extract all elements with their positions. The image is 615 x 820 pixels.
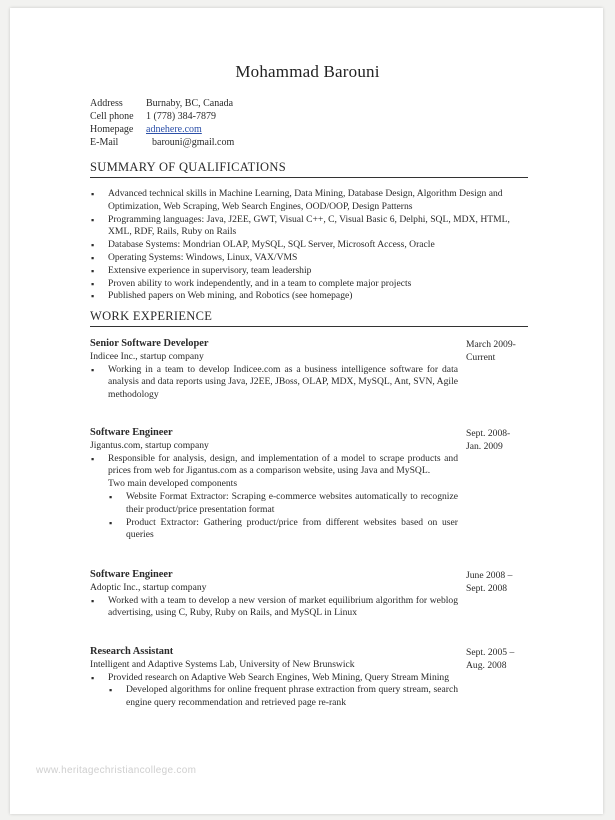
list-item: ▪ Worked with a team to develop a new version of market equilibrium algorithm for weblog advertising, using C, Ruby, Ruby on Rails, and MySQL in Linux [90, 595, 458, 621]
job-dates [466, 646, 536, 672]
job-title: Software Engineer [90, 569, 173, 580]
job-body [90, 338, 458, 402]
list-item: ▪ Responsible for analysis, design, and implementation of a model to scrape products and prices from web for Jigantus.com as a comparison website, using Java and MySQL. [90, 453, 458, 479]
list-item: ▪ Developed algorithms for online frequent phrase extraction from query stream, search engine query recommendation and retrieved page re-rank [108, 684, 458, 710]
job-duties [90, 364, 458, 402]
job-note: Two main developed components [108, 478, 238, 490]
email-value: barouni@gmail.com [152, 137, 235, 148]
summary-list [90, 188, 530, 303]
job-date-end: Sept. 2008 [466, 583, 508, 594]
job-title: Research Assistant [90, 646, 174, 657]
address-label: Address [90, 98, 123, 109]
job-body [90, 427, 458, 542]
job-dates [466, 427, 536, 453]
work-heading: WORK EXPERIENCE [90, 309, 528, 327]
job-duties [90, 595, 458, 621]
list-item: ▪ Proven ability to work independently, and in a team to complete major projects [90, 278, 530, 291]
job-software-engineer-jigantus [90, 427, 540, 542]
list-item: ▪ Programming languages: Java, J2EE, GWT, Visual C++, C, Visual Basic 6, Delphi, SQL, MDX, HTML, XML, RDF, Rails, Ruby on Rails [90, 214, 530, 240]
job-title: Software Engineer [90, 427, 173, 438]
contact-phone-row [90, 110, 234, 123]
job-software-engineer-adoptic [90, 569, 540, 620]
list-item: ▪ Website Format Extractor: Scraping e-commerce websites automatically to recognize their product/price presentation format [108, 491, 458, 517]
job-duties [90, 453, 458, 479]
list-item: ▪ Published papers on Web mining, and Robotics (see homepage) [90, 290, 530, 303]
summary-heading: SUMMARY OF QUALIFICATIONS [90, 160, 528, 178]
job-date-end: Current [466, 352, 496, 363]
job-date-start: March 2009- [466, 339, 516, 350]
list-item: ▪ Extensive experience in supervisory, team leadership [90, 265, 530, 278]
job-subduties [108, 684, 458, 710]
address-value: Burnaby, BC, Canada [146, 98, 234, 109]
contact-block [90, 97, 234, 149]
list-item: ▪ Database Systems: Mondrian OLAP, MySQL, SQL Server, Microsoft Access, Oracle [90, 239, 530, 252]
job-senior-software-developer [90, 338, 540, 402]
job-date-start: Sept. 2005 – [466, 647, 515, 658]
job-date-start: Sept. 2008- [466, 428, 511, 439]
job-title: Senior Software Developer [90, 338, 209, 349]
job-research-assistant [90, 646, 540, 710]
list-item: ▪ Working in a team to develop Indicee.com as a business intelligence software for data analysis and data reports using Java, J2EE, JBoss, OLAP, MDX, MySQL, Ant, SVN, Agile methodology [90, 364, 458, 402]
phone-value: 1 (778) 384-7879 [146, 111, 216, 122]
job-body [90, 646, 458, 710]
list-item: ▪ Operating Systems: Windows, Linux, VAX/VMS [90, 252, 530, 265]
job-date-end: Aug. 2008 [466, 660, 507, 671]
resume-name: Mohammad Barouni [235, 62, 380, 81]
homepage-link[interactable]: adnehere.com [146, 124, 202, 135]
homepage-label: Homepage [90, 124, 134, 135]
phone-label: Cell phone [90, 111, 134, 122]
job-date-end: Jan. 2009 [466, 441, 503, 452]
contact-email-row [90, 136, 234, 149]
job-date-start: June 2008 – [466, 570, 513, 581]
job-duties [90, 672, 458, 685]
contact-address-row [90, 97, 234, 110]
list-item: ▪ Provided research on Adaptive Web Search Engines, Web Mining, Query Stream Mining [90, 672, 458, 685]
job-company: Adoptic Inc., startup company [90, 581, 207, 593]
job-body [90, 569, 458, 620]
job-dates [466, 338, 536, 364]
job-company: Indicee Inc., startup company [90, 350, 204, 362]
watermark-text: www.heritagechristiancollege.com [36, 765, 197, 776]
job-company: Intelligent and Adaptive Systems Lab, University of New Brunswick [90, 658, 355, 670]
contact-homepage-row [90, 123, 234, 136]
job-subduties [108, 491, 458, 542]
list-item: ▪ Advanced technical skills in Machine Learning, Data Mining, Database Design, Algorithm Design and Optimization, Web Scraping, Web Search Engines, OOD/OOP, Design Patterns [90, 188, 530, 214]
job-company: Jigantus.com, startup company [90, 439, 209, 451]
list-item: ▪ Product Extractor: Gathering product/price from different websites based on user queries [108, 517, 458, 543]
email-label: E-Mail [90, 137, 119, 148]
job-dates [466, 569, 536, 595]
